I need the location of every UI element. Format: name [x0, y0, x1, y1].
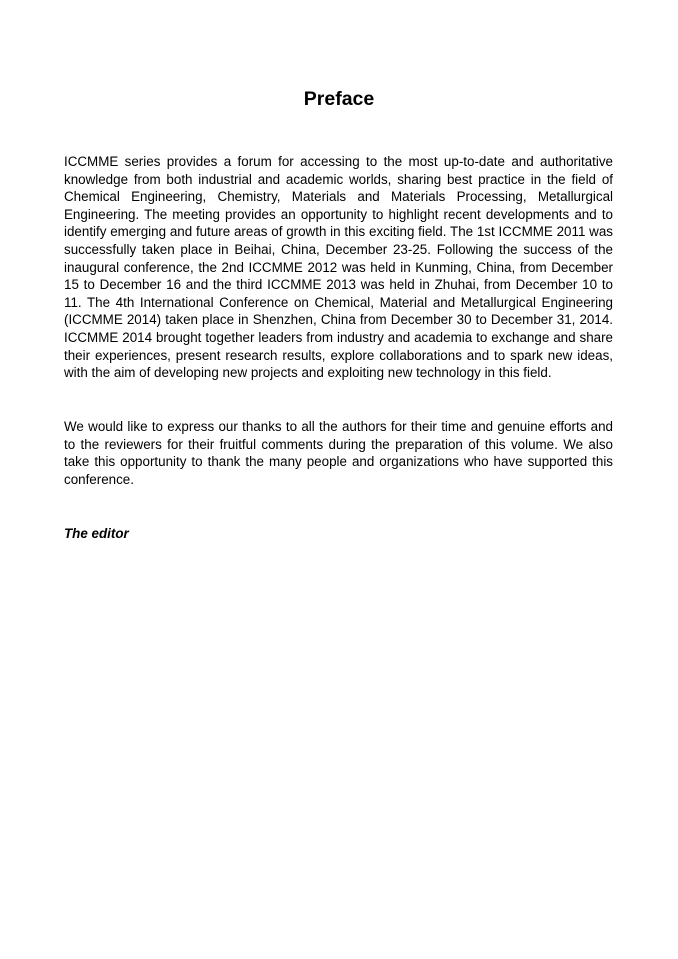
page-title: Preface — [303, 88, 375, 110]
preface-paragraph-1: ICCMME series provides a forum for accessing to the most up-to-date and authoritative knowledge from both industrial and academic worlds, sharing best practice in the field of Chemical Engineering, Chemistry, Materials and Materials Processing, Metallurgical Engineering. The meeting provides an opportunity to highlight recent developments and to identify emerging and future areas of growth in this exciting field. The 1st ICCMME 2011 was successfully taken place in Beihai, China, December 23-25. Following the success of the inaugural conference, the 2nd ICCMME 2012 was held in Kunming, China, from December 15 to December 16 and the third ICCMME 2013 was held in Zhuhai, from December 10 to 11. The 4th International Conference on Chemical, Material and Metallurgical Engineering (ICCMME 2014) taken place in Shenzhen, China from December 30 to December 31, 2014. ICCMME 2014 brought together leaders from industry and academia to exchange and share their experiences, present research results, explore collaborations and to spark new ideas, with the aim of developing new projects and exploiting new technology in this field. — [64, 154, 613, 381]
preface-paragraph-2: We would like to express our thanks to all the authors for their time and genuine efforts and to the reviewers for their fruitful comments during the preparation of this volume. We also take this opportunity to thank the many people and organizations who have supported this conference. — [64, 419, 613, 487]
editor-signature: The editor — [64, 526, 129, 541]
